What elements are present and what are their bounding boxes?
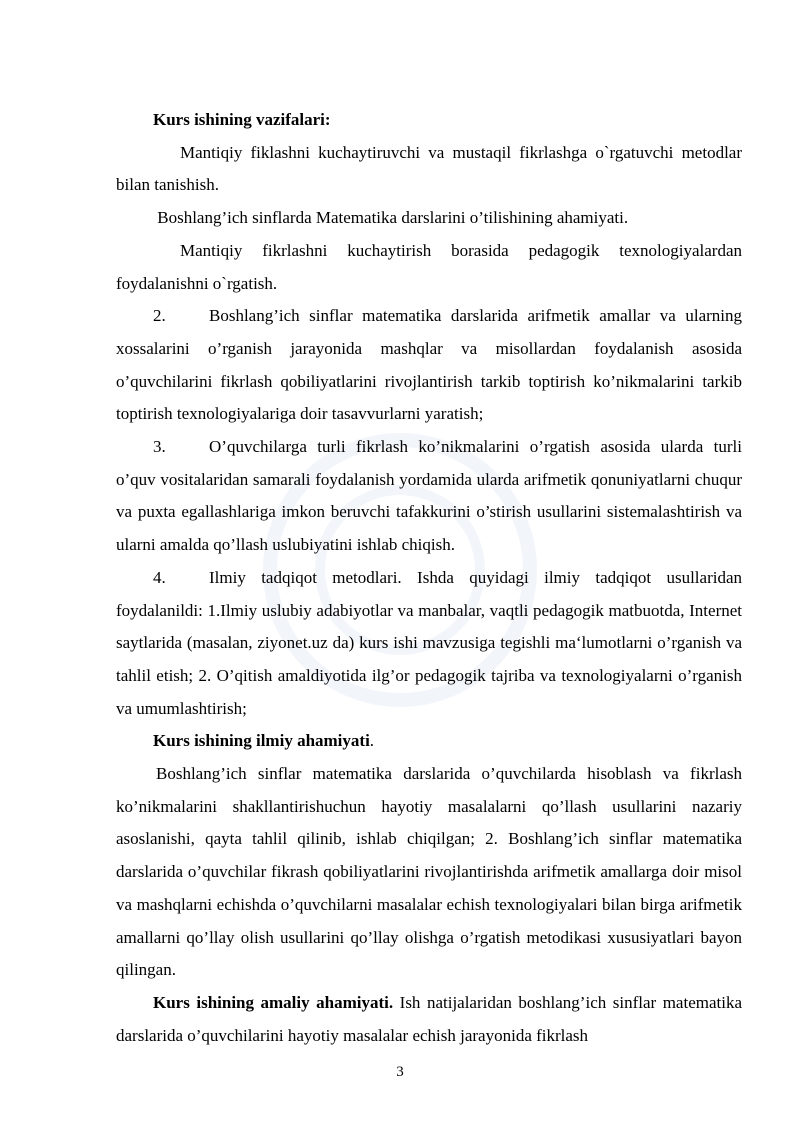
bullet-text: Boshlang’ich sinflarda Matematika darslarini o’tilishining ahamiyati.: [157, 208, 629, 228]
practical-heading-text: Kurs ishining amaliy ahamiyati.: [153, 992, 394, 1012]
item-number: 3.: [153, 437, 166, 457]
scientific-paragraph: [116, 758, 742, 987]
document-body: [116, 104, 742, 1052]
practical-text: Ish natijalaridan boshlang’ich sinflar matematika darslarida o’quvchilarini hayotiy masalalar echish jarayonida fikrlash: [116, 992, 743, 1045]
numbered-item-2: [116, 300, 742, 431]
item-number: 2.: [153, 306, 166, 326]
scientific-heading-period: .: [369, 731, 375, 751]
scientific-text: Boshlang’ich sinflar matematika darslarida o’quvchilarda hisoblash va fikrlash ko’nikmalarini shakllantirishuchun hayotiy masalalarni qo’llash usullarini nazariy asoslanishi, qayta tahlil qilinib, ishlab chiqilgan; 2. Boshlang’ich sinflar matematika darslarida o’quvchilar fikrash qobiliyatlarini rivojlantirishda arifmetik amallarga doir misol va mashqlarni echishda o’quvchilarni masalalar echish texnologiyalari bilan birga arifmetik amallarni qo’llay olish usullarini qo’llay olishga o’rgatish metodikasi xususiyatlari bayon qilingan.: [116, 764, 742, 980]
numbered-item-4: [116, 562, 742, 726]
bullet-item-1: [116, 137, 742, 202]
practical-paragraph: [116, 987, 742, 1052]
numbered-item-3: [116, 431, 742, 562]
item-number: 4.: [153, 567, 166, 587]
bullet-text: Mantiqiy fikrlashni kuchaytirish borasida pedagogik texnologiyalardan foydalanishni o`rgatish.: [116, 240, 742, 293]
tasks-heading-text: Kurs ishining vazifalari:: [153, 110, 331, 129]
page-number: 3: [396, 1064, 404, 1080]
bullet-text: Mantiqiy fiklashni kuchaytiruvchi va mustaqil fikrlashga o`rgatuvchi metodlar bilan tanishish.: [116, 142, 742, 195]
scientific-heading: [116, 725, 742, 758]
bullet-item-3: [116, 235, 742, 300]
bullet-item-2: [116, 202, 742, 235]
tasks-heading: [116, 104, 742, 137]
item-text: O’quvchilarga turli fikrlash ko’nikmalarini o’rgatish asosida ularda turli o’quv vositalaridan samarali foydalanish yordamida ularda arifmetik qonuniyatlarni chuqur va puxta egallashlariga imkon beruvchi tafakkurini o’stirish usullarini sistemalashtirish va ularni amalda qo’llash uslubiyatini ishlab chiqish.: [116, 437, 742, 555]
scientific-heading-text: Kurs ishining ilmiy ahamiyati: [153, 731, 370, 751]
item-text: Ilmiy tadqiqot metodlari. Ishda quyidagi ilmiy tadqiqot usullaridan foydalanildi: 1.Ilmiy uslubiy adabiyotlar va manbalar, vaqtli pedagogik matbuotda, Internet saytlarida (masalan, ziyonet.uz da) kurs ishi mavzusiga tegishli ma‘lumotlarni o’rganish va tahlil etish; 2. O’qitish amaldiyotida ilg’or pedagogik tajriba va texnologiyalarni o’rganish va umumlashtirish;: [116, 567, 742, 718]
item-text: Boshlang’ich sinflar matematika darslarida arifmetik amallar va ularning xossalarini o’rganish jarayonida mashqlar va misollardan foydalanish asosida o’quvchilarini fikrlash qobiliyatlarini rivojlantirish tarkib toptirish ko’nikmalarini tarkib toptirish texnologiyalariga doir tasavvurlarni yaratish;: [116, 306, 742, 424]
